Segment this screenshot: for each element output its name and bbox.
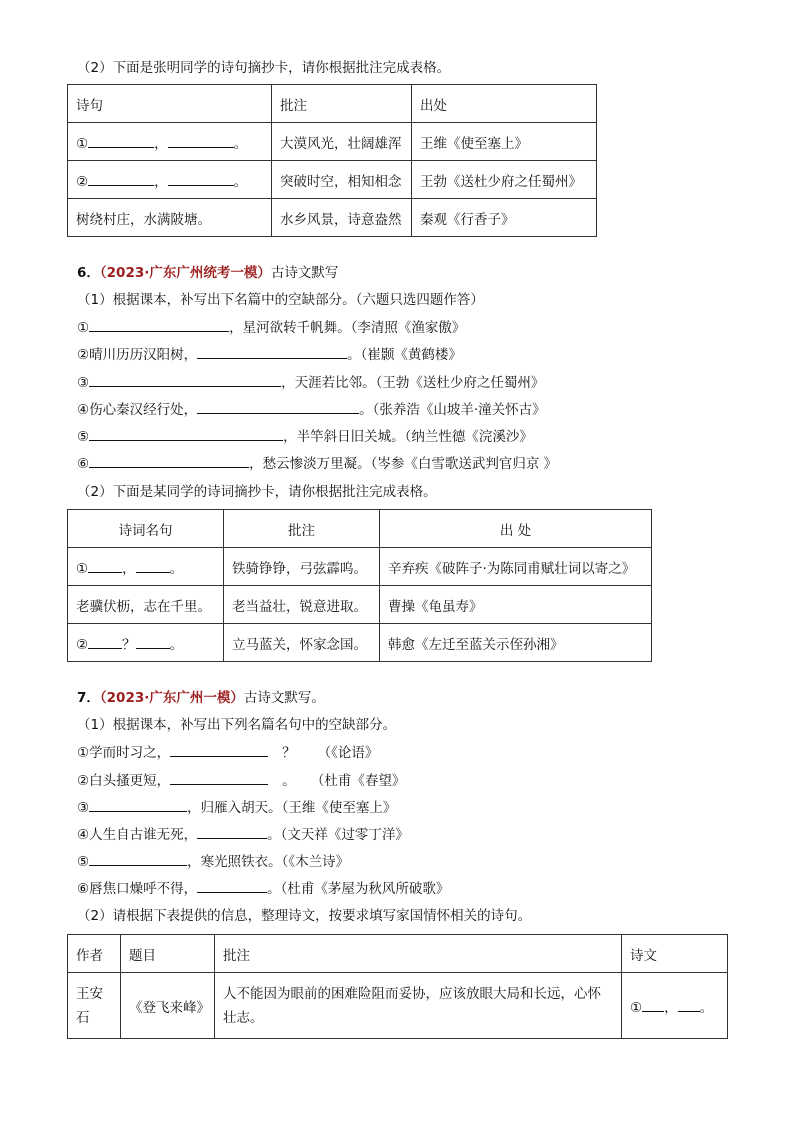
q6-part2-intro: （2）下面是某同学的诗词摘抄卡，请你根据批注完成表格。 xyxy=(77,484,437,500)
q7-line-5[interactable]: ⑤ ，寒光照铁衣。（《木兰诗》 xyxy=(77,854,350,870)
q7-line-2[interactable]: ②白头搔更短， 。 （杜甫《春望》 xyxy=(77,773,406,789)
q6-row2-note: 老当益壮，锐意进取。 xyxy=(224,586,380,624)
q6-line-3[interactable]: ③ ，天涯若比邻。（王勃《送杜少府之任蜀州》 xyxy=(77,375,545,391)
q6-table xyxy=(67,509,652,662)
q6-tag: （2023·广东广州统考一模） xyxy=(99,265,271,281)
q5-row3-note: 水乡风景，诗意盎然 xyxy=(272,199,412,237)
q7-row-author: 王安石 xyxy=(68,973,121,1039)
q5-row3-poem: 树绕村庄，水满陂塘。 xyxy=(68,199,272,237)
q7-line-4[interactable]: ④人生自古谁无死， 。（文天祥《过零丁洋》 xyxy=(77,827,409,843)
q6-row3-note: 立马蓝关，怀家念国。 xyxy=(224,624,380,662)
q6-line-2[interactable]: ②晴川历历汉阳树， 。（崔颢《黄鹤楼》 xyxy=(77,347,462,363)
q7-header-note: 批注 xyxy=(215,935,622,973)
q7-line-3[interactable]: ③ ，归雁入胡天。（王维《使至塞上》 xyxy=(77,800,397,816)
q7-row-note: 人不能因为眼前的困难险阻而妥协，应该放眼大局和长远，心怀壮志。 xyxy=(215,973,622,1039)
q7-header-author: 作者 xyxy=(68,935,121,973)
q5-table xyxy=(67,84,597,237)
q7-tag: （2023·广东广州一模） xyxy=(99,690,244,706)
q6-line-1[interactable]: ① ，星河欲转千帆舞。（李清照《渔家傲》 xyxy=(77,320,466,336)
q6-line-4[interactable]: ④伤心秦汉经行处， 。（张养浩《山坡羊·潼关怀古》 xyxy=(77,402,546,418)
q5-row2-note: 突破时空，相知相念 xyxy=(272,161,412,199)
q7-title: 古诗文默写。 xyxy=(243,690,325,706)
q6-row1-poem[interactable]: ① ， 。 xyxy=(68,548,224,586)
q7-line-1[interactable]: ①学而时习之， ？ （《论语》 xyxy=(77,745,379,761)
q7-line-6[interactable]: ⑥唇焦口燥呼不得， 。（杜甫《茅屋为秋风所破歌》 xyxy=(77,881,450,897)
q6-row2-poem: 老骥伏枥，志在千里。 xyxy=(68,586,224,624)
q5-header-note: 批注 xyxy=(272,85,412,123)
q7-header-title: 题目 xyxy=(121,935,215,973)
q7-number: 7． xyxy=(77,690,100,706)
q7-part1-intro: （1）根据课本，补写出下列名篇名句中的空缺部分。 xyxy=(77,717,397,733)
q6-heading xyxy=(77,264,338,282)
q5-row1-poem[interactable]: ① ， 。 xyxy=(68,123,272,161)
q6-header-note: 批注 xyxy=(224,510,380,548)
q6-number: 6． xyxy=(77,265,100,281)
q6-line-5[interactable]: ⑤ ，半竿斜日旧关城。（纳兰性德《浣溪沙》 xyxy=(77,429,533,445)
q5-row2-poem[interactable]: ② ， 。 xyxy=(68,161,272,199)
q6-header-poem: 诗词名句 xyxy=(68,510,224,548)
q6-line-6[interactable]: ⑥ ，愁云惨淡万里凝。（岑参《白雪歌送武判官归京 》 xyxy=(77,456,558,472)
q5-header-poem: 诗句 xyxy=(68,85,272,123)
q6-row3-source: 韩愈《左迁至蓝关示侄孙湘》 xyxy=(380,624,652,662)
q7-header-poem: 诗文 xyxy=(622,935,728,973)
q6-row2-source: 曹操《龟虽寿》 xyxy=(380,586,652,624)
q5-part2-intro: （2）下面是张明同学的诗句摘抄卡，请你根据批注完成表格。 xyxy=(77,60,451,76)
q7-heading xyxy=(77,689,325,707)
q5-row2-source: 王勃《送杜少府之任蜀州》 xyxy=(412,161,597,199)
q5-header-source: 出处 xyxy=(412,85,597,123)
q5-row1-source: 王维《使至塞上》 xyxy=(412,123,597,161)
q6-title: 古诗文默写 xyxy=(270,265,339,281)
q6-part1-intro: （1）根据课本，补写出下名篇中的空缺部分。（六题只选四题作答） xyxy=(77,292,484,308)
q6-header-source: 出 处 xyxy=(380,510,652,548)
q7-row-title: 《登飞来峰》 xyxy=(121,973,215,1039)
q5-row3-source: 秦观《行香子》 xyxy=(412,199,597,237)
q7-row-poem[interactable]: ① ， 。 xyxy=(622,973,728,1039)
q6-row1-note: 铁骑铮铮，弓弦霹呜。 xyxy=(224,548,380,586)
q5-row1-note: 大漠风光，壮阔雄浑 xyxy=(272,123,412,161)
q6-row3-poem[interactable]: ② ？ 。 xyxy=(68,624,224,662)
q6-row1-source: 辛弃疾《破阵子·为陈同甫赋壮词以寄之》 xyxy=(380,548,652,586)
q7-part2-intro: （2）请根据下表提供的信息，整理诗文，按要求填写家国情怀相关的诗句。 xyxy=(77,908,532,924)
q7-table xyxy=(67,934,728,1039)
